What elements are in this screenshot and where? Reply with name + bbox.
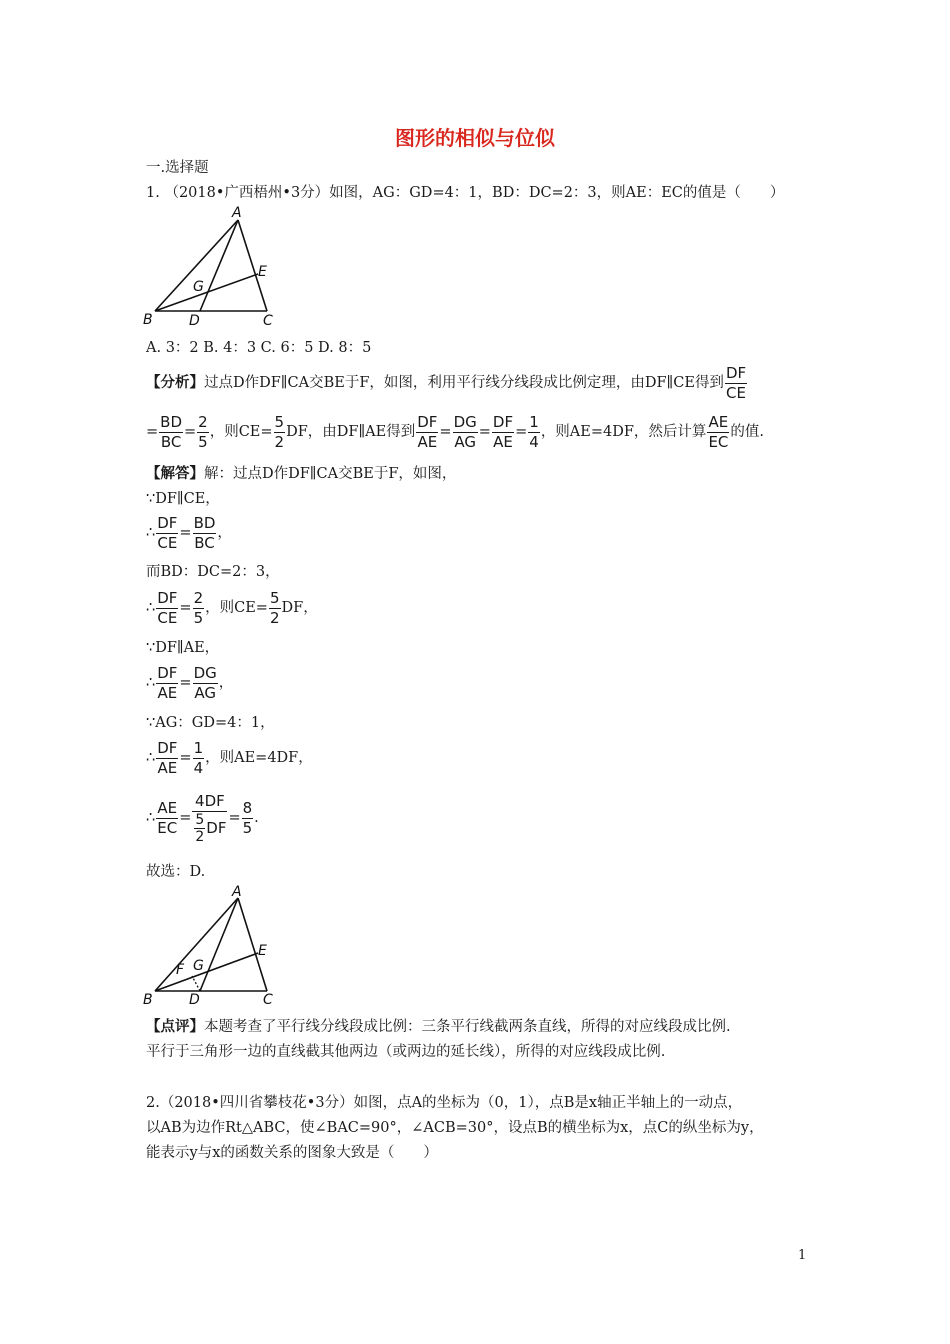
question-2-line-2: 以AB为边作Rt△ABC，使∠BAC=90°，∠ACB=30°，设点B的横坐标为x，点C的纵坐标为y， bbox=[146, 1120, 764, 1136]
triangle-figure-2 bbox=[140, 884, 290, 1010]
label-G: G bbox=[193, 279, 204, 295]
section-heading: 一.选择题 bbox=[146, 160, 209, 176]
comment-line-1: 【点评】本题考查了平行线分线段成比例：三条平行线截两条直线，所得的对应线段成比例. bbox=[146, 1018, 731, 1035]
label-B: B bbox=[143, 312, 153, 328]
svg-text:A: A bbox=[232, 884, 242, 900]
solution-line-3: ∴ $\frac{DF}{CE}$ = $\frac{BD}{BC}$ ， bbox=[146, 513, 232, 552]
svg-text:G: G bbox=[193, 958, 204, 974]
svg-text:D: D bbox=[189, 992, 200, 1008]
page-number: 1 bbox=[798, 1248, 807, 1263]
analysis-text-1: 过点D作DF∥CA交BE于F，如图，利用平行线分线段成比例定理，由DF∥CE得到 bbox=[204, 375, 724, 391]
solution-line-4: 而BD：DC=2：3， bbox=[146, 564, 280, 580]
segment-AB bbox=[155, 220, 238, 311]
question-2-line-1: 2.（2018•四川省攀枝花•3分）如图，点A的坐标为（0，1），点B是x轴正半轴上的一动点， bbox=[146, 1095, 743, 1111]
solution-line-10: ∴ $\frac{AE}{EC}$ = 4DF $\frac{5}{2}$ DF = $\frac{8}{5}$ . bbox=[146, 791, 259, 845]
fraction-4DF-over-5-2-DF: 4DF $\frac{5}{2}$ DF bbox=[192, 792, 227, 845]
fraction-DF-AE: $\frac{DF}{AE}$ bbox=[417, 412, 438, 451]
svg-text:E: E bbox=[258, 943, 267, 959]
fraction-1-4: $\frac{1}{4}$ bbox=[529, 412, 539, 451]
solution-line-7: ∴ $\frac{DF}{AE}$ = $\frac{DG}{AG}$ ， bbox=[146, 663, 234, 702]
label-D: D bbox=[189, 313, 200, 329]
solution-line-5: ∴ $\frac{DF}{CE}$ = $\frac{2}{5}$ ，则CE= $\frac{5}{2}$ DF， bbox=[146, 588, 318, 627]
comment-line-2: 平行于三角形一边的直线截其他两边（或两边的延长线），所得的对应线段成比例. bbox=[146, 1044, 666, 1060]
solution-line-2: ∵DF∥CE， bbox=[146, 491, 220, 507]
segment-AD bbox=[200, 220, 238, 311]
label-E: E bbox=[258, 264, 267, 280]
fraction-DF-CE: $\frac{DF}{CE}$ bbox=[725, 363, 747, 402]
fraction-AE-EC: $\frac{AE}{EC}$ bbox=[708, 412, 729, 451]
segment-BE bbox=[155, 274, 258, 311]
triangle-figure-1 bbox=[140, 203, 290, 331]
solution-final-answer: 故选：D. bbox=[146, 864, 206, 880]
analysis-line-1 bbox=[146, 363, 748, 403]
analysis-line-2: = $\frac{BD}{BC}$ = $\frac{2}{5}$ ，则CE= $\frac{5}{2}$ DF，由DF∥AE得到 $\frac{DF}{AE}$ = $\frac{DG}{AG}$ = $\frac{DF}{AE}$ = $\frac{1}{4}$ ，则AE=4DF，然后计算 $\frac{AE}{EC}$ 的值. bbox=[146, 412, 764, 451]
fraction-BD-BC: $\frac{BD}{BC}$ bbox=[160, 412, 182, 451]
solution-label: 【解答】 bbox=[146, 465, 204, 482]
question-1-stem: 1. （2018•广西梧州•3分）如图，AG：GD=4：1，BD：DC=2：3，则AE：EC的值是（ ） bbox=[146, 185, 785, 201]
comment-label: 【点评】 bbox=[146, 1018, 204, 1035]
fraction-DF-AE-2: $\frac{DF}{AE}$ bbox=[492, 412, 514, 451]
svg-text:C: C bbox=[263, 992, 273, 1008]
question-1-options: A. 3：2 B. 4：3 C. 6：5 D. 8：5 bbox=[146, 340, 372, 356]
fraction-5-2: $\frac{5}{2}$ bbox=[274, 412, 285, 451]
analysis-label: 【分析】 bbox=[146, 374, 204, 391]
solution-line-6: ∵DF∥AE， bbox=[146, 640, 220, 656]
svg-text:F: F bbox=[176, 962, 185, 978]
label-A: A bbox=[232, 205, 242, 221]
svg-text:B: B bbox=[143, 992, 153, 1008]
page-title: 图形的相似与位似 bbox=[395, 126, 555, 150]
solution-line-1: 【解答】解：过点D作DF∥CA交BE于F，如图， bbox=[146, 465, 457, 482]
solution-line-8: ∵AG：GD=4：1， bbox=[146, 715, 275, 731]
fraction-2-5: $\frac{2}{5}$ bbox=[198, 412, 208, 451]
label-C: C bbox=[263, 313, 273, 329]
dashed-segment-DF bbox=[192, 976, 200, 991]
solution-line-9: ∴ $\frac{DF}{AE}$ = $\frac{1}{4}$ ，则AE=4DF， bbox=[146, 738, 313, 777]
question-2-line-3: 能表示y与x的函数关系的图象大致是（ ） bbox=[146, 1145, 438, 1161]
fraction-DG-AG: $\frac{DG}{AG}$ bbox=[453, 412, 477, 451]
